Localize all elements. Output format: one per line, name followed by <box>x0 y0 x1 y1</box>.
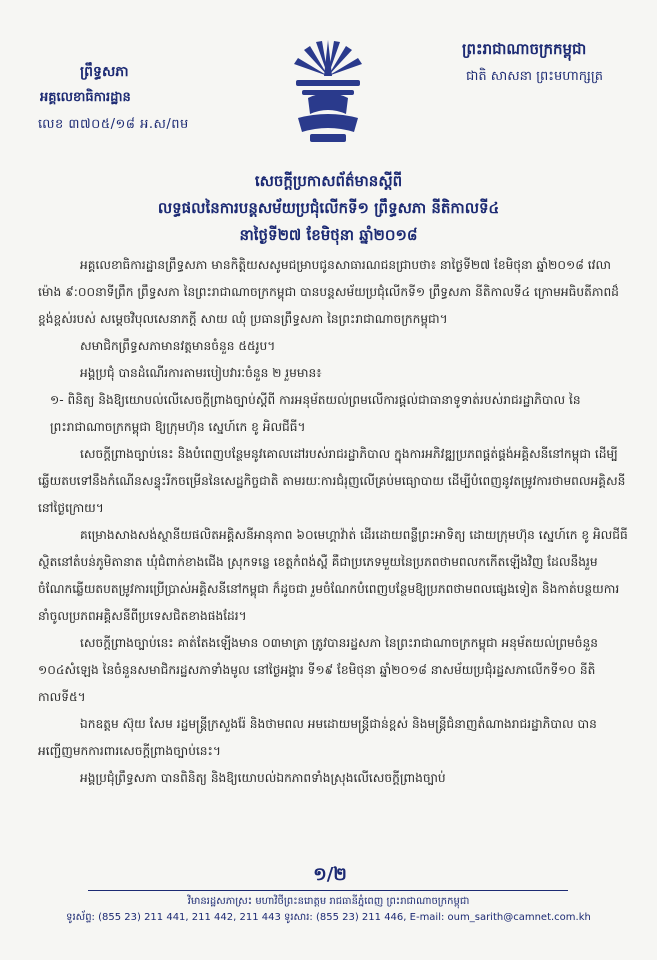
kingdom-title: ព្រះរាជាណាចក្រកម្ពុជា <box>462 40 587 58</box>
page-number: ១/២ <box>313 864 347 885</box>
paragraph-agenda: អង្គប្រជុំ បានដំណើរការតាមរបៀបវារៈចំនួន ២ រួមមាន៖ <box>80 366 322 380</box>
title-line-1: សេចក្តីប្រកាសព័ត៌មានស្តីពី <box>254 172 403 190</box>
reference-number: លេខ ៣៧០៥/១៨ អ.ស/ពម <box>38 117 189 132</box>
footer-address: វិមានរដ្ឋសភាស្រះ មហាវិថីព្រះនរោត្តម រាជធានីភ្នំពេញ ព្រះរាជាណាចក្រកម្ពុជា <box>187 896 470 907</box>
paragraph-project: គម្រោងសាងសង់ស្ថានីយផលិតអគ្គិសនីអានុភាព ៦០មេហ្គាវ៉ាត់ ដើរដោយពន្លឺព្រះអាទិត្យ ដោយក្រុមហ៊ុន ស្នេហ៍កេ ខូ អិលជីធី ស្ថិតនៅតំបន់ភូមិតានាត ឃុំជំពាក់ខាងជើង ស្រុកទន្លេ ខេត្តកំពង់ស្ពឺ គឺជាប្រភេទមួយនៃប្រភពថាមពលកកើតឡើងវិញ ដែលនឹងរួមចំណែកឆ្លើយតបតម្រូវការប្រើប្រាស់អគ្គិសនីនៅកម្ពុជា ក៏ដូចជា រួមចំណែកបំពេញបន្ថែមឱ្យប្រភពថាមពលផ្សេងទៀត និងកាត់បន្ថយការនាំចូលប្រភពអគ្គិសនីពីប្រទេសជិតខាងផងដែរ។ <box>38 528 628 623</box>
title-line-2: លទ្ធផលនៃការបន្តសម័យប្រជុំលើកទី១ ព្រឹទ្ធសភា នីតិកាលទី៤ <box>157 199 500 217</box>
paragraph-purpose: សេចក្តីព្រាងច្បាប់នេះ និងបំពេញបន្ថែមនូវគោលដៅរបស់រាជរដ្ឋាភិបាល ក្នុងការអភិវឌ្ឍប្រភពផ្គត់ផ្គង់អគ្គិសនីនៅកម្ពុជា ដើម្បីឆ្លើយតបទៅនឹងកំណើនសន្ទុះរីកចម្រើននៃសេដ្ឋកិច្ចជាតិ តាមរយៈការជំរុញលើគ្រប់មធ្យោបាយ ដើម្បីបំពេញនូវតម្រូវការថាមពលអគ្គិសនីនៅថ្ងៃក្រោយ។ <box>38 447 626 515</box>
kingdom-block <box>462 40 647 87</box>
agenda-item-1: ១- ពិនិត្យ និងឱ្យយោបល់លើសេចក្តីព្រាងច្បាប់ស្តីពី ការអនុម័តយល់ព្រមលើការផ្តល់ជាធានាទូទាត់របស់រាជរដ្ឋាភិបាល នៃព្រះរាជាណាចក្រកម្ពុជា ឱ្យក្រុមហ៊ុន ស្នេហ៍កេ ខូ អិលជីធី។ <box>50 393 581 434</box>
footer <box>0 888 657 926</box>
paragraph-attendance: សមាជិកព្រឹទ្ធសភាមានវត្តមានចំនួន ៥៥រូប។ <box>80 339 276 353</box>
paragraph-national-assembly: សេចក្តីព្រាងច្បាប់នេះ គាត់តែងឡើងមាន ០៣មាត្រា ត្រូវបានរដ្ឋសភា នៃព្រះរាជាណាចក្រកម្ពុជា អនុម័តយល់ព្រមចំនួន ១០៤សំឡេង នៃចំនួនសមាជិករដ្ឋសភាទាំងមូល នៅថ្ងៃអង្គារ ទី១៩ ខែមិថុនា ឆ្នាំ២០១៨ នាសម័យប្រជុំរដ្ឋសភាលើកទី១០ នីតិកាលទី៥។ <box>38 636 598 704</box>
title-line-3: នាថ្ងៃទី២៧ ខែមិថុនា ឆ្នាំ២០១៨ <box>239 226 418 244</box>
paragraph-review: អង្គប្រជុំព្រឹទ្ធសភា បានពិនិត្យ និងឱ្យយោបល់ឯកភាពទាំងស្រុងលើសេចក្តីព្រាងច្បាប់ <box>80 771 446 785</box>
issuer-secretariat: អគ្គលេខាធិការដ្ឋាន <box>40 90 131 105</box>
issuer-block <box>38 62 238 135</box>
senate-emblem-icon <box>288 36 368 148</box>
kingdom-motto: ជាតិ សាសនា ព្រះមហាក្សត្រ <box>466 69 603 84</box>
paragraph-intro: អគ្គលេខាធិការដ្ឋានព្រឹទ្ធសភា មានកិត្តិយសសូមជម្រាបជូនសាធារណជនជ្រាបថា៖ នាថ្ងៃទី២៧ ខែមិថុនា ឆ្នាំ២០១៨ វេលាម៉ោង ៩:០០នាទីព្រឹក ព្រឹទ្ធសភា នៃព្រះរាជាណាចក្រកម្ពុជា បានបន្តសម័យប្រជុំលើកទី១ ព្រឹទ្ធសភា នីតិកាលទី៤ ក្រោមអធិបតីភាពដ៏ខ្ពង់ខ្ពស់របស់ សម្តេចវិបុលសេនាភក្តី សាយ ឈុំ ប្រធានព្រឹទ្ធសភា នៃព្រះរាជាណាចក្រកម្ពុជា។ <box>38 258 619 326</box>
issuer-senate: ព្រឹទ្ធសភា <box>80 64 129 80</box>
paragraph-minister: ឯកឧត្តម ស៊ុយ សែម រដ្ឋមន្ត្រីក្រសួងរ៉ែ និងថាមពល អមដោយមន្ត្រីជាន់ខ្ពស់ និងមន្ត្រីជំនាញតំណាងរាជរដ្ឋាភិបាល បានអញ្ជើញមកការពារសេចក្តីព្រាងច្បាប់នេះ។ <box>38 717 597 758</box>
footer-divider <box>88 890 568 891</box>
footer-contact: ទូរស័ព្ទ: (855 23) 211 441, 211 442, 211 443 ទូរសារ: (855 23) 211 446, E-mail: oum_sarith@camnet.com.kh <box>66 912 591 923</box>
document-title <box>0 168 657 249</box>
document-body <box>38 252 630 792</box>
